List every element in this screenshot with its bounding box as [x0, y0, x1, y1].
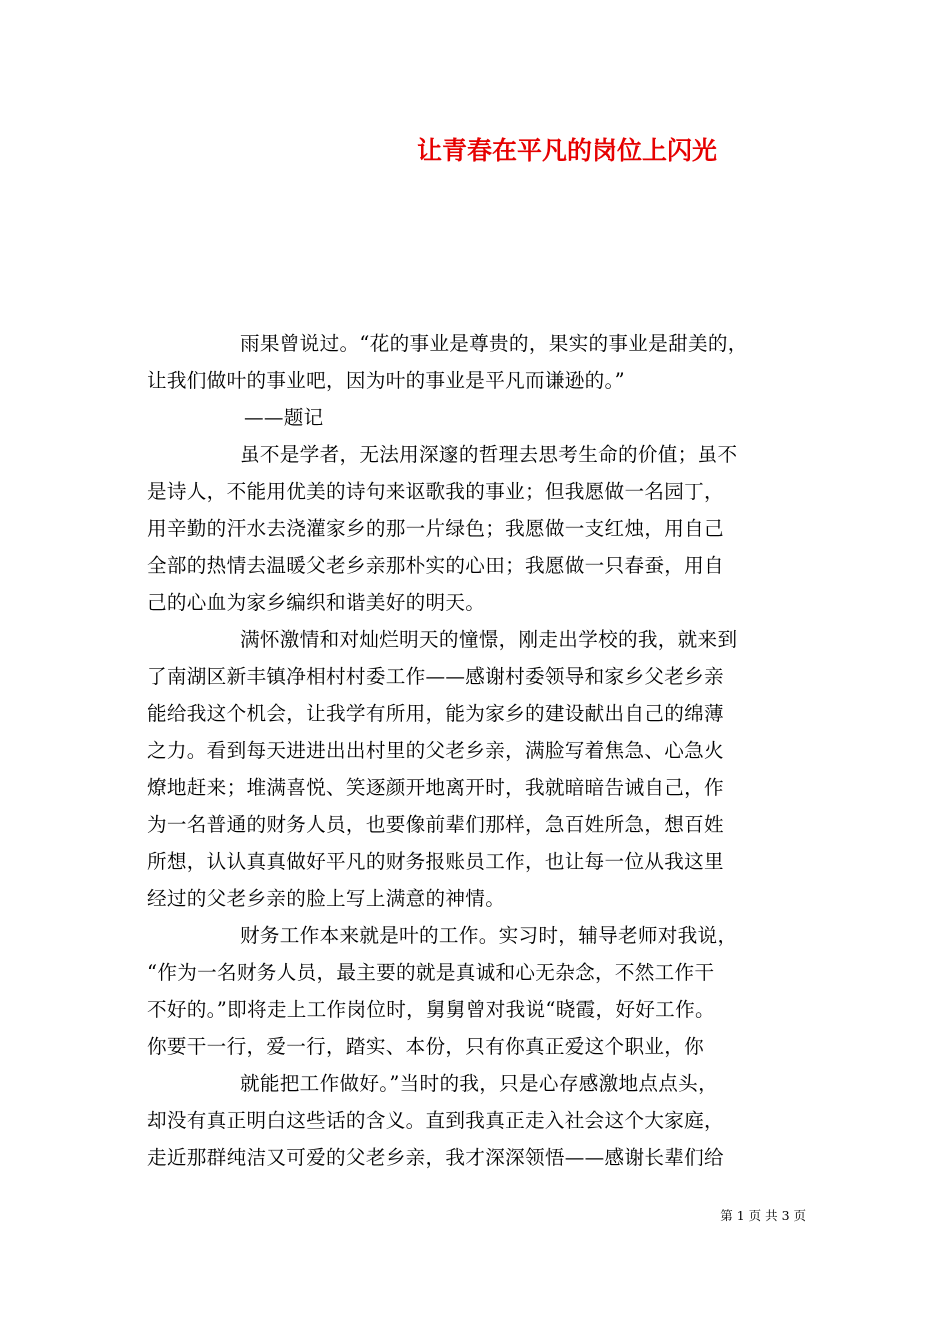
paragraph-line: 却没有真正明白这些话的含义。直到我真正走入社会这个大家庭，: [147, 1109, 724, 1132]
paragraph-line: 财务工作本来就是叶的工作。实习时，辅导老师对我说，: [240, 924, 738, 947]
document-title-text: 让青春在平凡的岗位上闪光: [416, 136, 717, 165]
paragraph-line: 能给我这个机会，让我学有所用，能为家乡的建设献出自己的绵薄: [147, 702, 724, 725]
paragraph-line: 所想，认认真真做好平凡的财务报账员工作，也让每一位从我这里: [147, 850, 724, 873]
paragraph-line: 用辛勤的汗水去浇灌家乡的那一片绿色；我愿做一支红烛，用自己: [147, 517, 724, 540]
paragraph-line: 就能把工作做好。”当时的我，只是心存感激地点点头，: [240, 1072, 718, 1095]
paragraph-line: 满怀激情和对灿烂明天的憧憬，刚走出学校的我，就来到: [240, 628, 738, 651]
document-body: [147, 325, 827, 1176]
document-title: [0, 131, 950, 167]
paragraph-line: 经过的父老乡亲的脸上写上满意的神情。: [147, 887, 506, 910]
paragraph-line: 是诗人，不能用优美的诗句来讴歌我的事业；但我愿做一名园丁，: [147, 480, 724, 503]
paragraph-line: 让我们做叶的事业吧，因为叶的事业是平凡而谦逊的。”: [147, 369, 625, 392]
paragraph-line: 虽不是学者，无法用深邃的哲理去思考生命的价值；虽不: [240, 443, 738, 466]
paragraph-line: 燎地赶来；堆满喜悦、笑逐颜开地离开时，我就暗暗告诫自己，作: [147, 776, 724, 799]
page-number-footer: 第 1 页 共 3 页: [720, 1208, 806, 1223]
paragraph-line: 了南湖区新丰镇净相村村委工作——感谢村委领导和家乡父老乡亲: [147, 665, 724, 688]
paragraph-line: 雨果曾说过。“花的事业是尊贵的，果实的事业是甜美的，: [240, 332, 748, 355]
paragraph-line: “作为一名财务人员，最主要的就是真诚和心无杂念，不然工作干: [147, 961, 715, 984]
paragraph-line: 不好的。”即将走上工作岗位时，舅舅曾对我说“晓霞，好好工作。: [147, 998, 715, 1021]
paragraph-line: 为一名普通的财务人员，也要像前辈们那样，急百姓所急，想百姓: [147, 813, 724, 836]
paragraph-line: 己的心血为家乡编织和谐美好的明天。: [147, 591, 486, 614]
epigraph-attribution: ——题记: [244, 406, 324, 429]
paragraph-line: 走近那群纯洁又可爱的父老乡亲，我才深深领悟——感谢长辈们给: [147, 1146, 724, 1169]
paragraph-line: 之力。看到每天进进出出村里的父老乡亲，满脸写着焦急、心急火: [147, 739, 724, 762]
paragraph-line: 你要干一行，爱一行，踏实、本份，只有你真正爱这个职业，你: [147, 1035, 705, 1058]
paragraph-line: 全部的热情去温暖父老乡亲那朴实的心田；我愿做一只春蚕，用自: [147, 554, 724, 577]
